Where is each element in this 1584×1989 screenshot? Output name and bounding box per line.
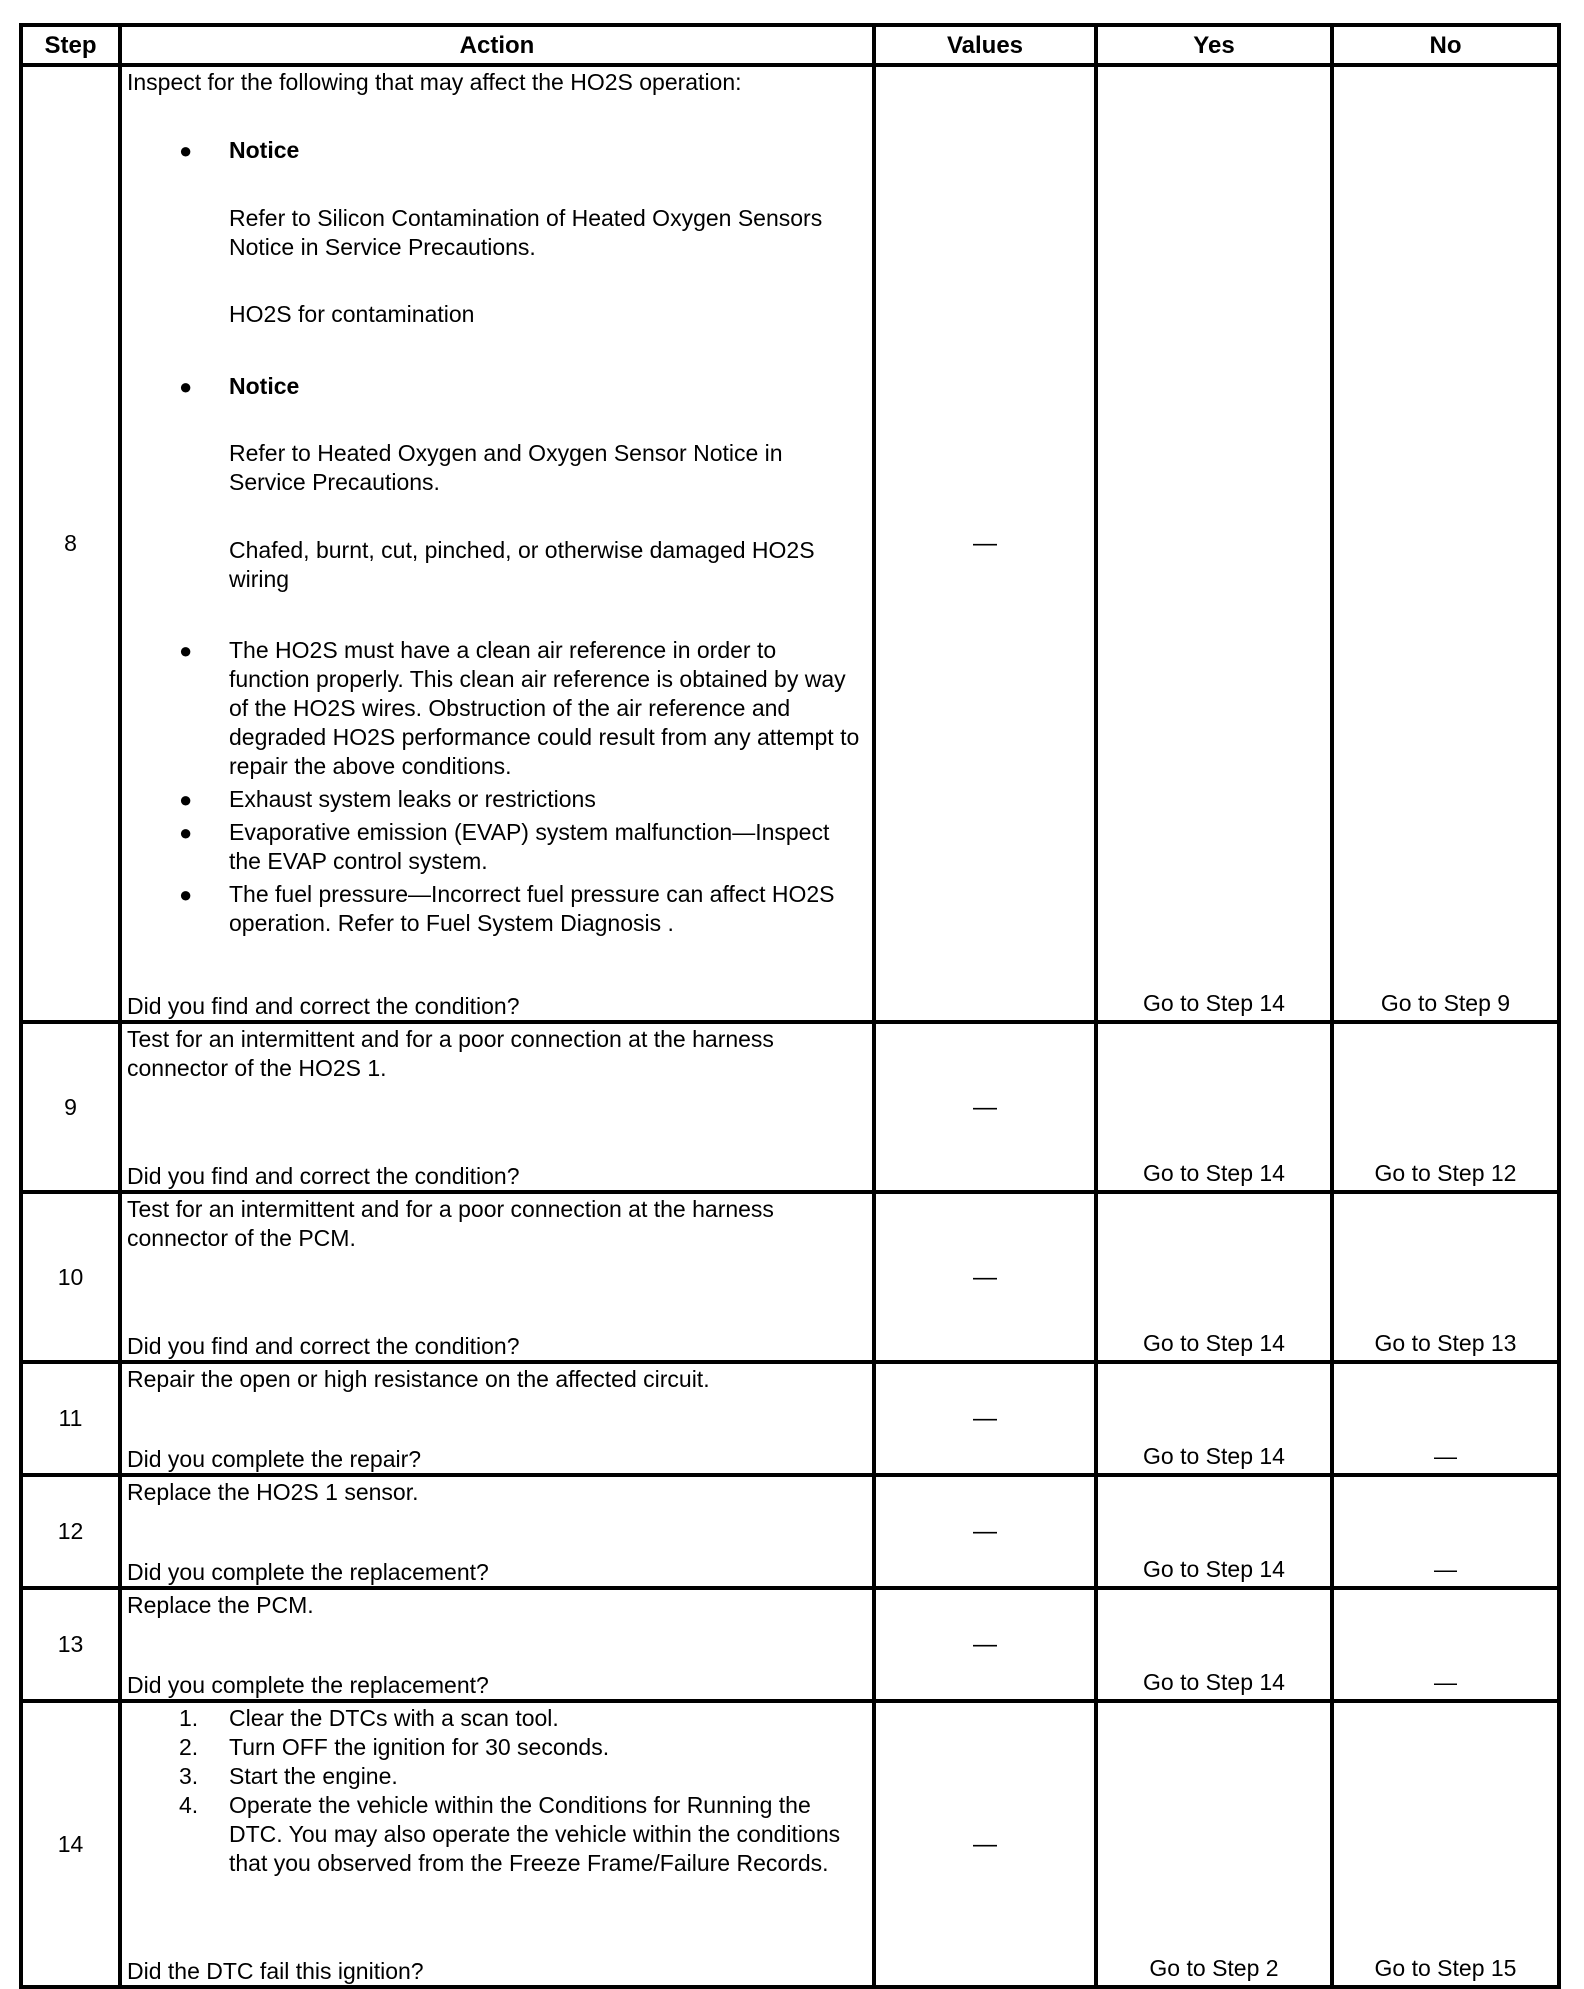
list-number: 4. (179, 1792, 199, 1818)
notice-detail: HO2S for contamination (229, 301, 475, 327)
values-cell: — (874, 1475, 1096, 1588)
table-row-step-11 (21, 1362, 1559, 1475)
step-number: 12 (21, 1475, 120, 1588)
action-question: Did you find and correct the condition? (127, 1163, 520, 1189)
no-cell: Go to Step 13 (1332, 1192, 1559, 1362)
list-item (127, 1704, 867, 1733)
notice-title: Notice (229, 373, 300, 399)
list-item (127, 1791, 867, 1878)
yes-cell: Go to Step 14 (1096, 1192, 1332, 1362)
action-cell (120, 1362, 874, 1475)
yes-cell: Go to Step 14 (1096, 1022, 1332, 1192)
list-item-text: The fuel pressure—Incorrect fuel pressure can affect HO2S operation. Refer to Fuel System Diagnosis . (229, 881, 835, 936)
bullet-icon: ● (179, 787, 193, 812)
action-question: Did you find and correct the condition? (127, 993, 520, 1019)
action-text: Test for an intermittent and for a poor connection at the harness connector of the HO2S 1. (127, 1026, 774, 1081)
values-cell: — (874, 65, 1096, 1022)
list-item (127, 880, 867, 938)
action-text: Replace the PCM. (127, 1592, 314, 1618)
list-item-text: Evaporative emission (EVAP) system malfunction—Inspect the EVAP control system. (229, 819, 830, 874)
action-question: Did you complete the replacement? (127, 1559, 489, 1585)
bullet-icon: ● (179, 820, 193, 845)
list-item (127, 372, 867, 594)
step-number: 13 (21, 1588, 120, 1701)
numbered-list (127, 1704, 867, 1878)
values-cell: — (874, 1192, 1096, 1362)
notice-text: Refer to Heated Oxygen and Oxygen Sensor Notice in Service Precautions. (229, 440, 783, 495)
bullet-icon: ● (179, 374, 193, 399)
list-number: 2. (179, 1734, 199, 1760)
action-cell (120, 1588, 874, 1701)
values-cell: — (874, 1701, 1096, 1987)
yes-cell: Go to Step 14 (1096, 65, 1332, 1022)
list-item-text: Turn OFF the ignition for 30 seconds. (229, 1734, 610, 1760)
header-action: Action (120, 25, 874, 65)
values-cell: — (874, 1588, 1096, 1701)
list-item-text: Exhaust system leaks or restrictions (229, 786, 596, 812)
action-cell (120, 1022, 874, 1192)
step-number: 10 (21, 1192, 120, 1362)
table-row-step-8 (21, 65, 1559, 1022)
table-row-step-9 (21, 1022, 1559, 1192)
list-item (127, 636, 867, 781)
action-cell (120, 1475, 874, 1588)
list-item (127, 785, 867, 814)
step-number: 14 (21, 1701, 120, 1987)
bullet-icon: ● (179, 638, 193, 663)
action-text: Replace the HO2S 1 sensor. (127, 1479, 419, 1505)
no-cell: Go to Step 12 (1332, 1022, 1559, 1192)
notice-title: Notice (229, 137, 300, 163)
action-intro: Inspect for the following that may affect the HO2S operation: (127, 69, 742, 95)
table-header-row (21, 25, 1559, 65)
notice-text: Refer to Silicon Contamination of Heated Oxygen Sensors Notice in Service Precautions. (229, 205, 823, 260)
notice-detail: Chafed, burnt, cut, pinched, or otherwise damaged HO2S wiring (229, 537, 815, 592)
no-cell: Go to Step 15 (1332, 1701, 1559, 1987)
step-number: 9 (21, 1022, 120, 1192)
table-row-step-14 (21, 1701, 1559, 1987)
yes-cell: Go to Step 2 (1096, 1701, 1332, 1987)
list-item (127, 818, 867, 876)
no-cell: — (1332, 1588, 1559, 1701)
list-item-text: Clear the DTCs with a scan tool. (229, 1705, 559, 1731)
action-question: Did you find and correct the condition? (127, 1333, 520, 1359)
yes-cell: Go to Step 14 (1096, 1588, 1332, 1701)
yes-cell: Go to Step 14 (1096, 1475, 1332, 1588)
no-cell: — (1332, 1475, 1559, 1588)
no-cell: — (1332, 1362, 1559, 1475)
values-cell: — (874, 1022, 1096, 1192)
action-text: Repair the open or high resistance on the affected circuit. (127, 1366, 710, 1392)
list-number: 1. (179, 1705, 199, 1731)
action-cell (120, 1701, 874, 1987)
diagnostic-table (19, 23, 1561, 1989)
step-number: 11 (21, 1362, 120, 1475)
action-question: Did the DTC fail this ignition? (127, 1958, 424, 1984)
list-item-text: Operate the vehicle within the Conditions for Running the DTC. You may also operate the vehicle within the conditions that you observed from the Freeze Frame/Failure Records. (229, 1792, 841, 1876)
action-cell (120, 1192, 874, 1362)
action-text: Test for an intermittent and for a poor connection at the harness connector of the PCM. (127, 1196, 774, 1251)
yes-cell: Go to Step 14 (1096, 1362, 1332, 1475)
step-number: 8 (21, 65, 120, 1022)
table-row-step-12 (21, 1475, 1559, 1588)
list-item-text: Start the engine. (229, 1763, 398, 1789)
bullet-icon: ● (179, 882, 193, 907)
header-values: Values (874, 25, 1096, 65)
list-item-text: The HO2S must have a clean air reference in order to function properly. This clean air reference is obtained by way of the HO2S wires. Obstruction of the air reference and degraded HO2S performance could result from any attempt to repair the above conditions. (229, 637, 860, 779)
no-cell: Go to Step 9 (1332, 65, 1559, 1022)
header-no: No (1332, 25, 1559, 65)
action-question: Did you complete the repair? (127, 1446, 422, 1472)
table-row-step-13 (21, 1588, 1559, 1701)
list-item (127, 1733, 867, 1762)
header-step: Step (21, 25, 120, 65)
table-row-step-10 (21, 1192, 1559, 1362)
action-question: Did you complete the replacement? (127, 1672, 489, 1698)
list-item (127, 1762, 867, 1791)
header-yes: Yes (1096, 25, 1332, 65)
bullet-list (127, 136, 867, 938)
bullet-icon: ● (179, 138, 193, 163)
action-cell (120, 65, 874, 1022)
list-item (127, 136, 867, 329)
values-cell: — (874, 1362, 1096, 1475)
list-number: 3. (179, 1763, 199, 1789)
